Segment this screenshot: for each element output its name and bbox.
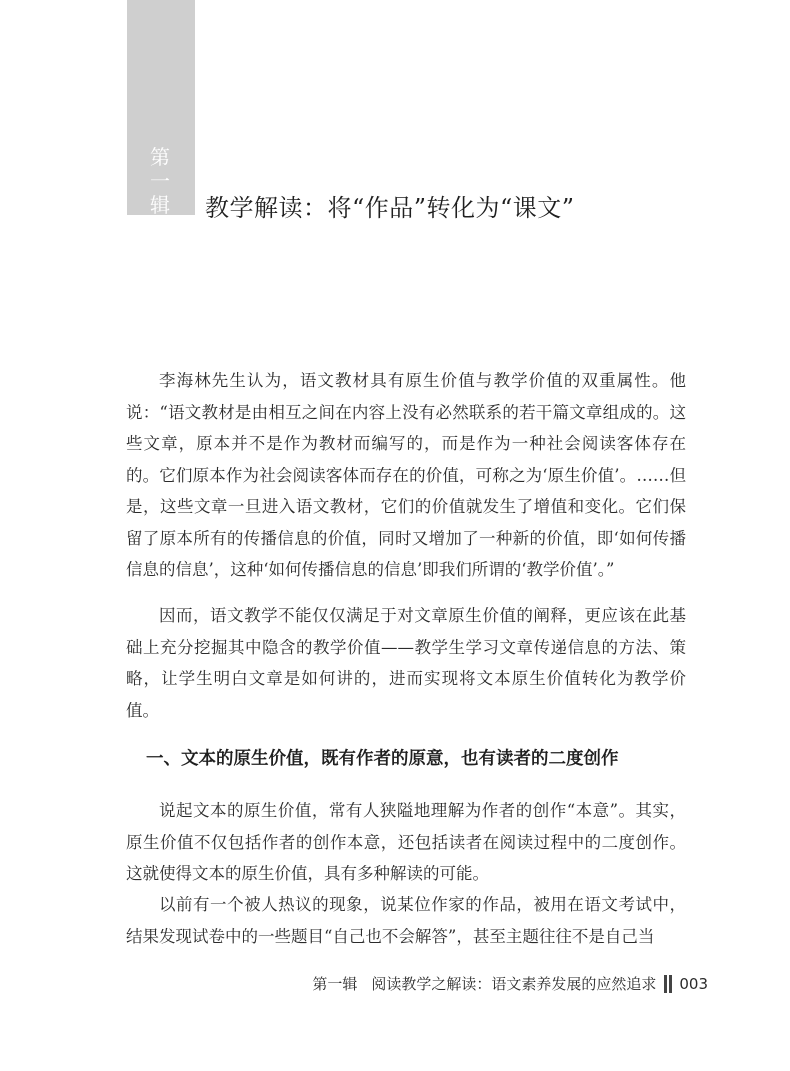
tab-char: 一 [150,169,170,193]
footer-part: 第一辑 [312,975,358,993]
page-number: 003 [679,974,708,993]
chapter-tab-label [140,145,180,217]
footer-book-title: 阅读教学之解读：语文素养发展的应然追求 [371,975,657,993]
section-paragraph-2: 以前有一个被人热议的现象，说某位作家的作品，被用在语文考试中，结果发现试卷中的一些题目“自己也不会解答”，甚至主题往往不是自己当 [126,895,686,946]
footer-divider-bar [669,975,672,993]
chapter-title: 教学解读：将“作品”转化为“课文” [205,194,575,222]
body-paragraph-1: 李海林先生认为，语文教材具有原生价值与教学价值的双重属性。他说：“语文教材是由相互之间在内容上没有必然联系的若干篇文章组成的。这些文章，原本并不是作为教材而编写的，而是作为一种社会阅读客体存在的。它们原本作为社会阅读客体而存在的价值，可称之为‘原生价值’。……但是，这些文章一旦进入语文教材，它们的价值就发生了增值和变化。它们保留了原本所有的传播信息的价值，同时又增加了一种新的价值，即‘如何传播信息的信息’，这种‘如何传播信息的信息’即我们所谓的‘教学价值’。” [126,371,686,579]
page-footer [312,973,708,994]
section-paragraph-1: 说起文本的原生价值，常有人狭隘地理解为作者的创作“本意”。其实，原生价值不仅包括作者的创作本意，还包括读者在阅读过程中的二度创作。这就使得文本的原生价值，具有多种解读的可能。 [126,801,686,883]
tab-char: 第 [150,145,170,169]
body-paragraph-2: 因而，语文教学不能仅仅满足于对文章原生价值的阐释，更应该在此基础上充分挖掘其中隐含的教学价值——教学生学习文章传递信息的方法、策略，让学生明白文章是如何讲的，进而实现将文本原生价值转化为教学价值。 [126,606,686,720]
tab-char: 辑 [150,193,170,217]
section-heading: 一、文本的原生价值，既有作者的原意，也有读者的二度创作 [146,749,619,769]
footer-divider-bar [664,975,667,993]
